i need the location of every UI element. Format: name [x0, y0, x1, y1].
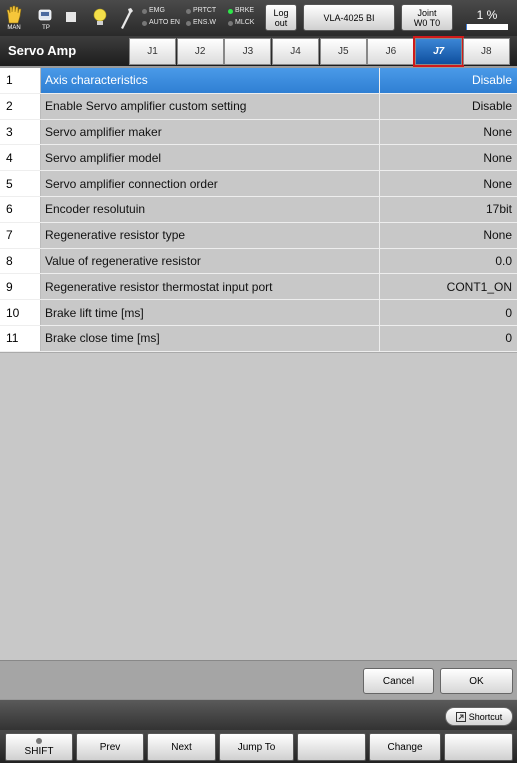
table-row[interactable]: [0, 223, 517, 249]
setting-value[interactable]: 0: [380, 326, 517, 351]
shortcut-label: Shortcut: [468, 711, 503, 722]
coordinate-label: Joint: [417, 7, 437, 18]
lamp-ens-w: ENS.W: [186, 17, 216, 29]
shortcut-button[interactable]: [445, 707, 513, 726]
table-row[interactable]: [0, 94, 517, 120]
robot-model-label: VLA-4025 BI: [323, 12, 375, 23]
fkey-blank-4[interactable]: [297, 733, 366, 761]
fkey-label: Jump To: [237, 741, 276, 753]
lamp-mlck: MLCK: [228, 17, 254, 29]
fkey-blank-6[interactable]: [444, 733, 513, 761]
row-number: 11: [0, 326, 41, 351]
table-row[interactable]: [0, 145, 517, 171]
logout-button[interactable]: [265, 4, 297, 31]
table-row[interactable]: [0, 171, 517, 197]
row-number: 4: [0, 145, 41, 170]
function-key-bar: [0, 730, 517, 763]
setting-value[interactable]: Disable: [380, 68, 517, 93]
tp-label: TP: [42, 25, 50, 31]
fkey-prev[interactable]: [76, 733, 144, 761]
title-bar: [0, 36, 517, 66]
table-empty-area: [0, 352, 517, 661]
table-row[interactable]: [0, 300, 517, 326]
table-row[interactable]: [0, 326, 517, 352]
lamp-emg: EMG: [142, 5, 180, 17]
fkey-shift[interactable]: [5, 733, 73, 761]
fkey-label: SHIFT: [24, 745, 54, 757]
fkey-label: Change: [387, 741, 423, 753]
row-number: 10: [0, 300, 41, 325]
shift-indicator-icon: [36, 738, 42, 744]
ok-label: OK: [469, 675, 484, 687]
row-number: 9: [0, 274, 41, 299]
settings-table: [0, 68, 517, 352]
setting-value[interactable]: None: [380, 120, 517, 145]
table-row[interactable]: [0, 120, 517, 146]
setting-value[interactable]: 17bit: [380, 197, 517, 222]
setting-name[interactable]: Axis characteristics: [41, 68, 380, 93]
logout-label-1: Log: [273, 7, 289, 18]
tab-j3[interactable]: J3: [224, 38, 271, 65]
setting-name[interactable]: Servo amplifier model: [41, 145, 380, 170]
tab-j2[interactable]: J2: [177, 38, 224, 65]
lamp-auto-en: AUTO EN: [142, 17, 180, 29]
row-number: 8: [0, 249, 41, 274]
setting-value[interactable]: None: [380, 171, 517, 196]
speed-value: 1 %: [476, 8, 498, 22]
row-number: 6: [0, 197, 41, 222]
teach-pendant-icon[interactable]: [37, 4, 53, 29]
fkey-label: Prev: [99, 741, 121, 753]
page-title: Servo Amp: [8, 43, 77, 58]
lamp-group-2: [186, 5, 216, 29]
shortcut-bar: [0, 700, 517, 730]
tool-work-label: W0 T0: [413, 17, 441, 28]
tab-j8[interactable]: J8: [463, 38, 510, 65]
tab-j1[interactable]: J1: [129, 38, 176, 65]
coordinate-button[interactable]: [401, 4, 453, 31]
lightbulb-icon[interactable]: [92, 7, 108, 34]
fkey-jump-to[interactable]: [219, 733, 294, 761]
lamp-group-3: [228, 5, 254, 29]
setting-value[interactable]: Disable: [380, 94, 517, 119]
row-number: 1: [0, 68, 41, 93]
table-row[interactable]: [0, 274, 517, 300]
table-row[interactable]: [0, 68, 517, 94]
tab-j4[interactable]: J4: [272, 38, 319, 65]
setting-name[interactable]: Value of regenerative resistor: [41, 249, 380, 274]
setting-value[interactable]: None: [380, 223, 517, 248]
speed-bar: [466, 24, 508, 30]
axis-tabs: [129, 38, 511, 65]
fkey-next[interactable]: [147, 733, 216, 761]
cancel-label: Cancel: [382, 675, 415, 687]
speed-override[interactable]: [462, 4, 512, 32]
fkey-label: Next: [171, 741, 192, 753]
table-row[interactable]: [0, 197, 517, 223]
lamp-brke: BRKE: [228, 5, 254, 17]
shortcut-icon: [456, 712, 466, 722]
table-row[interactable]: [0, 249, 517, 275]
hand-icon[interactable]: [5, 4, 23, 29]
tab-j5[interactable]: J5: [320, 38, 367, 65]
setting-value[interactable]: 0.0: [380, 249, 517, 274]
fkey-change[interactable]: [369, 733, 441, 761]
tab-j6[interactable]: J6: [367, 38, 414, 65]
wrench-icon[interactable]: [118, 6, 134, 35]
setting-value[interactable]: CONT1_ON: [380, 274, 517, 299]
logout-label-2: out: [274, 17, 288, 28]
robot-model-button[interactable]: [303, 4, 395, 31]
setting-value[interactable]: 0: [380, 300, 517, 325]
setting-name[interactable]: Regenerative resistor thermostat input port: [41, 274, 380, 299]
setting-name[interactable]: Brake close time [ms]: [41, 326, 380, 351]
setting-name[interactable]: Enable Servo amplifier custom setting: [41, 94, 380, 119]
dialog-button-bar: [0, 660, 517, 699]
row-number: 2: [0, 94, 41, 119]
row-number: 5: [0, 171, 41, 196]
row-number: 3: [0, 120, 41, 145]
setting-name[interactable]: Servo amplifier connection order: [41, 171, 380, 196]
setting-value[interactable]: None: [380, 145, 517, 170]
row-number: 7: [0, 223, 41, 248]
status-bar: [0, 0, 517, 36]
setting-name[interactable]: Servo amplifier maker: [41, 120, 380, 145]
setting-name[interactable]: Brake lift time [ms]: [41, 300, 380, 325]
cancel-button[interactable]: [363, 668, 434, 694]
setting-name[interactable]: Encoder resolutuin: [41, 197, 380, 222]
lamp-group-1: [142, 5, 180, 29]
setting-name[interactable]: Regenerative resistor type: [41, 223, 380, 248]
tab-j7[interactable]: J7: [415, 38, 462, 65]
mode-label: MAN: [7, 25, 21, 31]
stop-icon[interactable]: [64, 10, 78, 29]
lamp-prtct: PRTCT: [186, 5, 216, 17]
ok-button[interactable]: [440, 668, 513, 694]
